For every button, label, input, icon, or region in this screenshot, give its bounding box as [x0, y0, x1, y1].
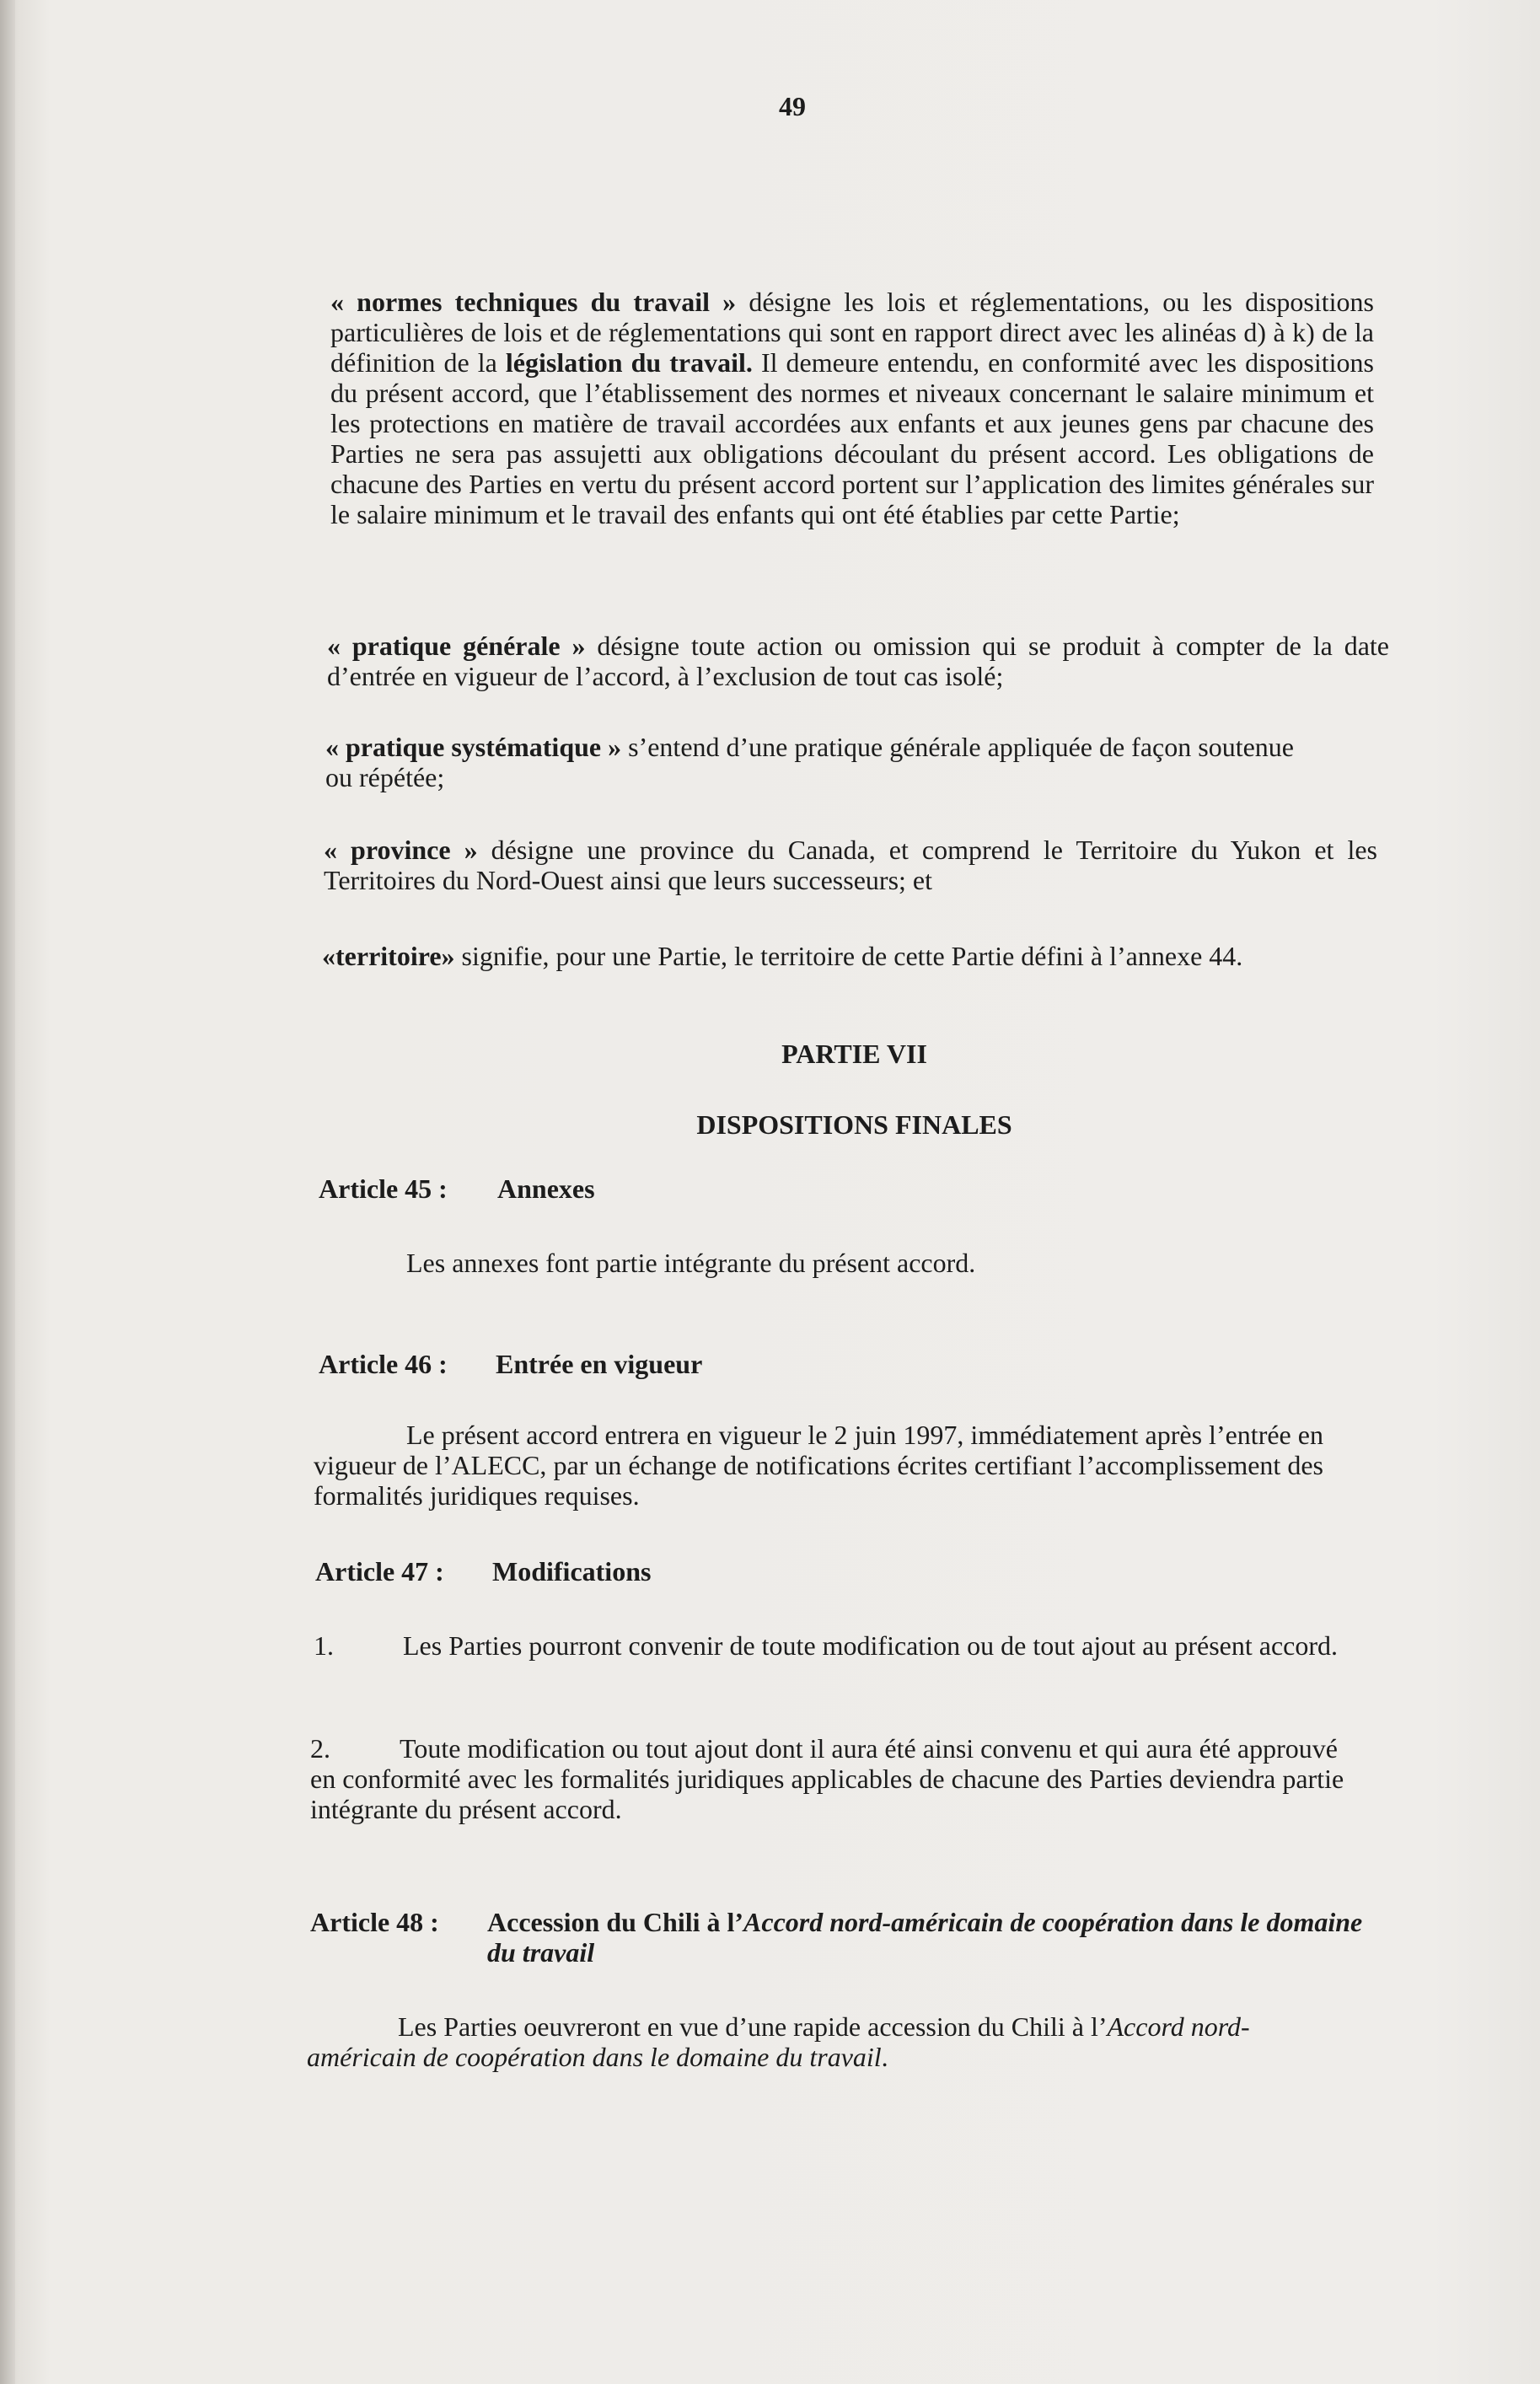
article-45-body — [406, 1248, 1418, 1278]
article-47-item-1 — [314, 1630, 1371, 1661]
item-number: 1. — [314, 1630, 334, 1661]
article-number: Article 48 : — [310, 1907, 439, 1937]
definition-bold-term: législation du travail. — [505, 347, 753, 378]
definition-pratique-generale — [327, 631, 1389, 691]
definition-pratique-systematique — [325, 732, 1316, 792]
page-number: 49 — [779, 91, 806, 121]
article-text: Les Parties oeuvreront en vue d’une rapide accession du Chili à l’ — [398, 2011, 1108, 2042]
definition-term: «territoire» — [322, 941, 455, 971]
article-text-italic: Accord nord-américain de coopération dans le domaine du travail — [307, 2011, 1250, 2072]
article-name — [487, 1907, 1372, 1968]
article-name: Annexes — [497, 1173, 595, 1204]
article-text: Le présent accord entrera en vigueur le 2 juin 1997, immédiatement après l’entrée en vigueur de l’ALECC, par un échange de notifications écrites certifiant l’accomplissement des formalités juridiques requises. — [314, 1420, 1323, 1511]
article-47-item-2 — [310, 1733, 1355, 1824]
article-name-italic: Accord nord-américain de coopération dans le domaine du travail — [487, 1907, 1363, 1968]
definition-text: s’entend d’une pratique générale appliquée de façon soutenue ou répétée; — [325, 732, 1294, 792]
definition-province — [324, 835, 1377, 895]
definition-text: signifie, pour une Partie, le territoire de cette Partie défini à l’annexe 44. — [454, 941, 1243, 971]
article-name: Modifications — [492, 1556, 652, 1587]
article-46-title — [319, 1349, 703, 1380]
definition-text: désigne toute action ou omission qui se produit à compter de la date d’entrée en vigueur de l’accord, à l’exclusion de tout cas isolé; — [327, 631, 1390, 691]
article-number: Article 45 : — [319, 1173, 448, 1204]
article-text-end: . — [881, 2042, 888, 2072]
article-text: Les annexes font partie intégrante du présent accord. — [406, 1248, 976, 1278]
article-name-plain: Accession du Chili à l’ — [487, 1907, 744, 1937]
definition-territoire — [322, 941, 1401, 971]
definition-term: « province » — [324, 835, 478, 865]
section-heading: DISPOSITIONS FINALES — [696, 1109, 1012, 1140]
definition-text: désigne les lois et réglementations, ou les dispositions particulières de lois et de réglementations qui sont en rapport direct avec les alinéas d) à k) de la définition de la — [330, 287, 1375, 378]
article-number: Article 46 : — [319, 1349, 448, 1379]
book-spine-shadow — [0, 0, 15, 2384]
item-text: Les Parties pourront convenir de toute modification ou de tout ajout au présent accord. — [403, 1630, 1338, 1661]
definition-normes-techniques — [330, 287, 1374, 529]
article-48-title — [310, 1907, 1363, 1968]
definition-term: « normes techniques du travail » — [330, 287, 737, 317]
article-45-title — [319, 1173, 595, 1205]
definition-term: « pratique générale » — [327, 631, 586, 661]
definition-text: désigne une province du Canada, et comprend le Territoire du Yukon et les Territoires du Nord-Ouest ainsi que leurs successeurs; et — [324, 835, 1378, 895]
part-heading: PARTIE VII — [781, 1039, 927, 1069]
article-number: Article 47 : — [315, 1556, 444, 1587]
definition-text: Il demeure entendu, en conformité avec les dispositions du présent accord, que l’établissement des normes et niveaux concernant le salaire minimum et les protections en matière de travail accordées aux enfants et aux jeunes gens par chacune des Parties ne sera pas assujetti aux obligations découlant du présent accord. Les obligations de chacune des Parties en vertu du présent accord portent sur l’application des limites générales sur le salaire minimum et le travail des enfants qui ont été établies par cette Partie; — [330, 347, 1375, 529]
item-number: 2. — [310, 1733, 330, 1764]
article-name: Entrée en vigueur — [496, 1349, 703, 1379]
article-48-body — [307, 2011, 1318, 2072]
definition-term: « pratique systématique » — [325, 732, 622, 762]
item-text: Toute modification ou tout ajout dont il aura été ainsi convenu et qui aura été approuvé en conformité avec les formalités juridiques applicables de chacune des Parties deviendra partie intégrante du présent accord. — [310, 1733, 1344, 1824]
article-46-body — [314, 1420, 1323, 1511]
article-47-title — [315, 1556, 652, 1587]
